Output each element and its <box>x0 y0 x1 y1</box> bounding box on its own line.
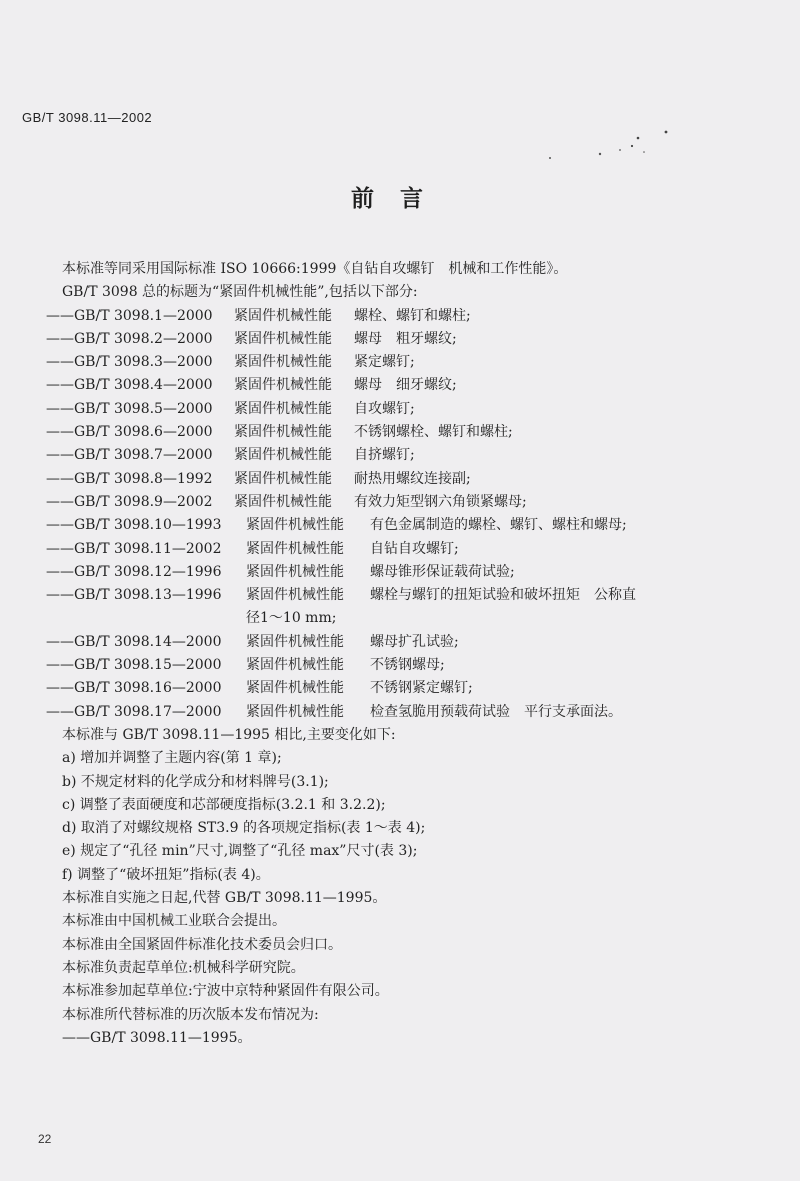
change-item: d) 取消了对螺纹规格 ST3.9 的各项规定指标(表 1～表 4); <box>62 820 426 837</box>
part-subject: 检查氢脆用预载荷试验 平行支承面法。 <box>370 703 622 720</box>
changes-intro: 本标准与 GB/T 3098.11—1995 相比,主要变化如下: <box>62 726 396 743</box>
intro-line: 本标准等同采用国际标准 ISO 10666:1999《自钻自攻螺钉 机械和工作性能》。 <box>62 261 568 277</box>
part-item <box>46 701 776 724</box>
part-code: ——GB/T 3098.13—1996 <box>46 587 222 604</box>
part-category: 紧固件机械性能 <box>246 703 344 720</box>
part-code: ——GB/T 3098.1—2000 <box>46 307 213 324</box>
part-category: 紧固件机械性能 <box>246 587 344 604</box>
part-code: ——GB/T 3098.14—2000 <box>46 633 222 650</box>
part-category: 紧固件机械性能 <box>234 307 332 324</box>
part-item <box>46 398 776 421</box>
part-item <box>46 514 776 537</box>
part-code: ——GB/T 3098.9—2002 <box>46 493 213 510</box>
part-code: ——GB/T 3098.16—2000 <box>46 680 222 697</box>
part-subject: 有效力矩型钢六角锁紧螺母; <box>354 493 527 510</box>
part-category: 紧固件机械性能 <box>234 493 332 510</box>
part-code: ——GB/T 3098.4—2000 <box>46 377 213 394</box>
part-subject: 不锈钢螺栓、螺钉和螺柱; <box>354 424 513 441</box>
part-item <box>46 468 776 491</box>
closing-line: 本标准自实施之日起,代替 GB/T 3098.11—1995。 <box>62 890 387 907</box>
part-item <box>46 631 776 654</box>
part-category: 紧固件机械性能 <box>246 633 344 650</box>
closing-line: 本标准由全国紧固件标准化技术委员会归口。 <box>62 936 342 953</box>
part-subject: 不锈钢紧定螺钉; <box>370 680 473 697</box>
part-code: ——GB/T 3098.3—2000 <box>46 354 213 371</box>
part-subject: 螺母扩孔试验; <box>370 633 459 650</box>
part-subject: 螺栓、螺钉和螺柱; <box>354 307 471 324</box>
part-category: 紧固件机械性能 <box>246 657 344 674</box>
standard-code: GB/T 3098.11—2002 <box>22 110 153 125</box>
part-item <box>46 421 776 444</box>
part-code: ——GB/T 3098.12—1996 <box>46 563 222 580</box>
part-code: ——GB/T 3098.15—2000 <box>46 657 222 674</box>
part-category: 紧固件机械性能 <box>234 470 332 487</box>
scan-specks <box>540 128 680 168</box>
part-code: ——GB/T 3098.11—2002 <box>46 540 222 557</box>
change-item: b) 不规定材料的化学成分和材料牌号(3.1); <box>62 773 329 790</box>
part-code: ——GB/T 3098.2—2000 <box>46 330 213 347</box>
part-item <box>46 351 776 374</box>
page-number: 22 <box>38 1132 52 1146</box>
part-item <box>46 491 776 514</box>
closing-line: ——GB/T 3098.11—1995。 <box>62 1029 252 1046</box>
foreword-body <box>46 258 776 1050</box>
part-category: 紧固件机械性能 <box>234 424 332 441</box>
part-subject: 自攻螺钉; <box>354 400 415 417</box>
part-code: ——GB/T 3098.5—2000 <box>46 400 213 417</box>
closing-line: 本标准由中国机械工业联合会提出。 <box>62 913 286 930</box>
part-subject: 不锈钢螺母; <box>370 657 445 674</box>
part-category: 紧固件机械性能 <box>246 563 344 580</box>
part-subject: 螺母 粗牙螺纹; <box>354 330 457 347</box>
part-category: 紧固件机械性能 <box>246 540 344 557</box>
change-item: f) 调整了“破坏扭矩”指标(表 4)。 <box>62 866 270 883</box>
part-subject: 螺母锥形保证载荷试验; <box>370 563 515 580</box>
part-item <box>46 328 776 351</box>
part-item <box>46 538 776 561</box>
part-code: ——GB/T 3098.8—1992 <box>46 470 213 487</box>
closing-line: 本标准参加起草单位:宁波中京特种紧固件有限公司。 <box>62 983 389 1000</box>
part-code: ——GB/T 3098.10—1993 <box>46 517 222 534</box>
part-category: 紧固件机械性能 <box>234 377 332 394</box>
change-item: c) 调整了表面硬度和芯部硬度指标(3.2.1 和 3.2.2); <box>62 796 386 813</box>
part-item <box>46 305 776 328</box>
part-subject: 自挤螺钉; <box>354 447 415 464</box>
part-subject: 耐热用螺纹连接副; <box>354 470 471 487</box>
part-category: 紧固件机械性能 <box>234 400 332 417</box>
part-item <box>46 561 776 584</box>
part-category: 紧固件机械性能 <box>234 330 332 347</box>
part-continuation: 径1～10 mm; <box>246 610 337 627</box>
part-item <box>46 444 776 467</box>
part-item <box>46 584 776 607</box>
part-item <box>46 677 776 700</box>
part-category: 紧固件机械性能 <box>246 517 344 534</box>
part-subject: 紧定螺钉; <box>354 354 415 371</box>
page-title: 前言 <box>351 186 449 212</box>
part-subject: 自钻自攻螺钉; <box>370 540 459 557</box>
part-category: 紧固件机械性能 <box>234 447 332 464</box>
part-category: 紧固件机械性能 <box>246 680 344 697</box>
change-item: e) 规定了“孔径 min”尺寸,调整了“孔径 max”尺寸(表 3); <box>62 843 418 860</box>
part-item <box>46 654 776 677</box>
part-subject: 螺母 细牙螺纹; <box>354 377 457 394</box>
part-subject: 有色金属制造的螺栓、螺钉、螺柱和螺母; <box>370 517 627 534</box>
part-item <box>46 374 776 397</box>
closing-line: 本标准所代替标准的历次版本发布情况为: <box>62 1006 319 1023</box>
part-code: ——GB/T 3098.6—2000 <box>46 424 213 441</box>
closing-line: 本标准负责起草单位:机械科学研究院。 <box>62 959 305 976</box>
part-category: 紧固件机械性能 <box>234 354 332 371</box>
change-item: a) 增加并调整了主题内容(第 1 章); <box>62 750 282 767</box>
part-code: ——GB/T 3098.17—2000 <box>46 703 222 720</box>
part-subject: 螺栓与螺钉的扭矩试验和破坏扭矩 公称直 <box>370 587 636 604</box>
intro-line: GB/T 3098 总的标题为“紧固件机械性能”,包括以下部分: <box>62 284 418 301</box>
part-code: ——GB/T 3098.7—2000 <box>46 447 213 464</box>
